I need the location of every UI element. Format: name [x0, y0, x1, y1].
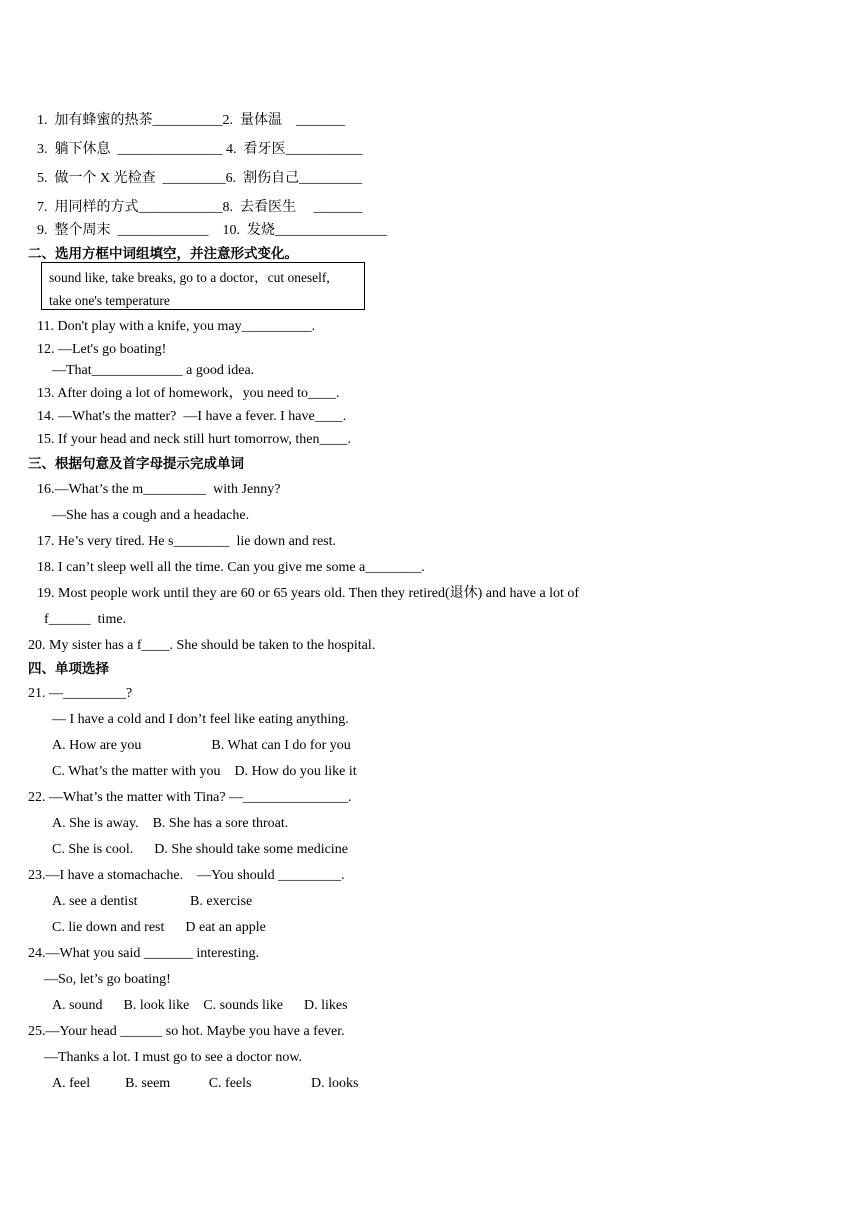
question-24: 24.—What you said _______ interesting. — [28, 946, 259, 961]
question-25-options: A. feel B. seem C. feels D. looks — [52, 1076, 359, 1091]
phrase-box-line-1: sound like, take breaks, go to a doctor，cut oneself, — [49, 270, 330, 285]
question-24-reply: —So, let’s go boating! — [44, 972, 171, 987]
question-22: 22. —What’s the matter with Tina? —_______________. — [28, 790, 352, 805]
question-21: 21. —_________? — [28, 686, 133, 701]
question-20: 20. My sister has a f____. She should be taken to the hospital. — [28, 638, 376, 653]
vocab-line-5: 9. 整个周末 _____________ 10. 发烧________________ — [37, 223, 387, 238]
question-13: 13. After doing a lot of homework，you need to____. — [37, 386, 340, 401]
question-23-options-1: A. see a dentist B. exercise — [52, 894, 253, 909]
question-17: 17. He’s very tired. He s________ lie down and rest. — [37, 534, 336, 549]
question-19: 19. Most people work until they are 60 or 65 years old. Then they retired(退休) and have a lot of — [37, 586, 580, 601]
question-11: 11. Don't play with a knife, you may__________. — [37, 319, 316, 334]
question-12-reply: —That_____________ a good idea. — [52, 363, 255, 378]
question-16: 16.—What’s the m_________ with Jenny? — [37, 482, 281, 497]
question-21-options-1: A. How are you B. What can I do for you — [52, 738, 351, 753]
question-25-reply: —Thanks a lot. I must go to see a doctor now. — [44, 1050, 303, 1065]
section-4-heading: 四、单项选择 — [28, 661, 109, 677]
vocab-line-3: 5. 做一个 X 光检查 _________6. 割伤自己_________ — [37, 171, 363, 186]
vocab-line-2: 3. 躺下休息 _______________ 4. 看牙医___________ — [37, 142, 363, 157]
question-22-options-1: A. She is away. B. She has a sore throat. — [52, 816, 289, 831]
question-14: 14. —What's the matter? —I have a fever. I have____. — [37, 409, 347, 424]
vocab-line-4: 7. 用同样的方式____________8. 去看医生 _______ — [37, 200, 363, 215]
question-15: 15. If your head and neck still hurt tomorrow, then____. — [37, 432, 352, 447]
section-2-heading: 二、选用方框中词组填空，并注意形式变化。 — [28, 246, 298, 262]
question-21-options-2: C. What’s the matter with you D. How do you like it — [52, 764, 357, 779]
section-3-heading: 三、根据句意及首字母提示完成单词 — [28, 456, 244, 472]
question-12: 12. —Let's go boating! — [37, 342, 167, 357]
question-21-reply: — I have a cold and I don’t feel like eating anything. — [52, 712, 349, 727]
question-24-options: A. sound B. look like C. sounds like D. likes — [52, 998, 348, 1013]
question-23: 23.—I have a stomachache. —You should _________. — [28, 868, 345, 883]
question-18: 18. I can’t sleep well all the time. Can you give me some a________. — [37, 560, 425, 575]
question-19-continued: f______ time. — [44, 612, 127, 627]
question-23-options-2: C. lie down and rest D eat an apple — [52, 920, 266, 935]
question-16-reply: —She has a cough and a headache. — [52, 508, 250, 523]
phrase-box-line-2: take one's temperature — [49, 293, 170, 308]
vocab-line-1: 1. 加有蜂蜜的热茶__________2. 量体温 _______ — [37, 113, 345, 128]
phrase-box — [41, 262, 365, 310]
question-25: 25.—Your head ______ so hot. Maybe you have a fever. — [28, 1024, 345, 1039]
question-22-options-2: C. She is cool. D. She should take some medicine — [52, 842, 348, 857]
